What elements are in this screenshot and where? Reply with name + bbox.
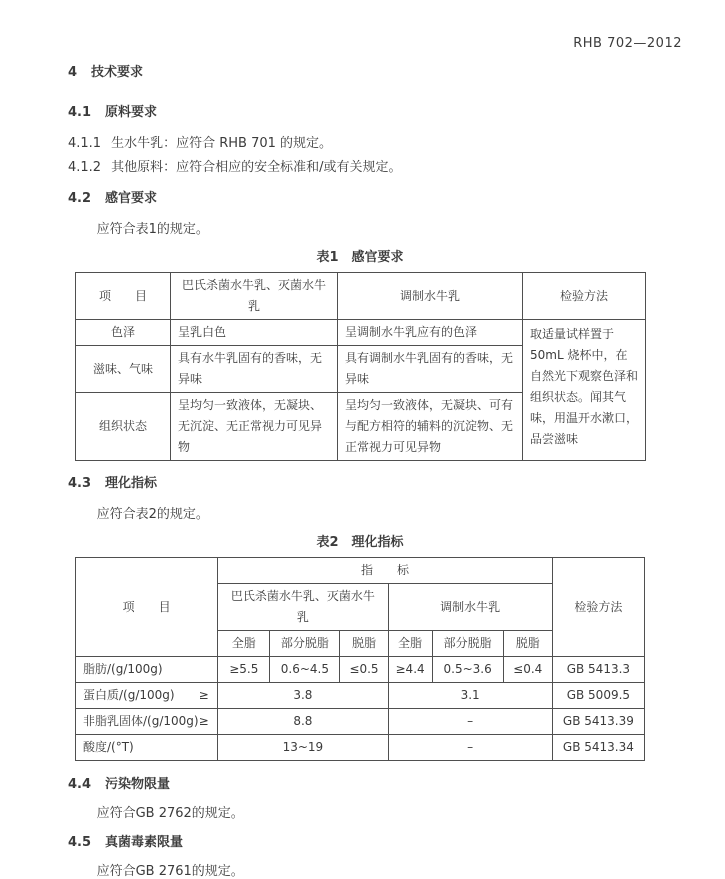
section-4-2-heading xyxy=(68,187,682,206)
section-4-2-title: 感官要求 xyxy=(105,191,158,206)
table-cell-pasteurized: 呈乳白色 xyxy=(171,320,338,346)
table-row xyxy=(76,709,645,735)
table-cell-modulated: 呈均匀一致液体，无凝块、可有与配方相符的辅料的沉淀物、无正常视力可见异物 xyxy=(338,393,523,461)
section-4-2-body: 应符合表1的规定。 xyxy=(96,222,209,237)
table-cell-pasteurized: 具有水牛乳固有的香味，无异味 xyxy=(171,346,338,393)
table-cell-value: 13~19 xyxy=(218,735,388,761)
section-4-title: 技术要求 xyxy=(91,65,144,80)
table-cell-method: 取适量试样置于 50mL 烧杯中，在自然光下观察色泽和组织状态。闻其气味，用温开水漱口，品尝滋味 xyxy=(523,320,646,461)
section-4-5-title: 真菌毒素限量 xyxy=(105,835,184,850)
section-4-3-number: 4.3 xyxy=(68,476,92,491)
table-2-header-indicator: 指 标 xyxy=(218,558,553,584)
table-cell-pasteurized: 呈均匀一致液体，无凝块、无沉淀、无正常视力可见异物 xyxy=(171,393,338,461)
section-4-5-body: 应符合GB 2761的规定。 xyxy=(96,864,244,879)
table-cell-item: 滋味、气味 xyxy=(76,346,171,393)
clause-4-1-2-text: 其他原料：应符合相应的安全标准和/或有关规定。 xyxy=(111,160,402,175)
section-4-4-title: 污染物限量 xyxy=(105,777,171,792)
table-cell-item: 非脂乳固体/(g/100g)≥ xyxy=(76,709,218,735)
table-2-subheader: 脱脂 xyxy=(503,631,552,657)
table-1-header-item: 项 目 xyxy=(76,273,171,320)
table-1-header-row xyxy=(76,273,646,320)
table-2-group-pasteurized: 巴氏杀菌水牛乳、灭菌水牛乳 xyxy=(218,584,388,631)
table-cell-item: 脂肪/(g/100g) xyxy=(76,657,218,683)
table-2-subheader: 全脂 xyxy=(388,631,432,657)
table-cell-value: 3.8 xyxy=(218,683,388,709)
table-2-header-row-1 xyxy=(76,558,645,584)
table-2-group-modulated: 调制水牛乳 xyxy=(388,584,552,631)
section-4-number: 4 xyxy=(68,65,78,80)
clause-4-1-1-text: 生水牛乳：应符合 RHB 701 的规定。 xyxy=(111,136,333,151)
table-cell-modulated: 呈调制水牛乳应有的色泽 xyxy=(338,320,523,346)
table-cell-value: 8.8 xyxy=(218,709,388,735)
table-1-header-modulated: 调制水牛乳 xyxy=(338,273,523,320)
section-4-heading xyxy=(68,61,682,80)
table-row xyxy=(76,320,646,346)
table-cell-value: ≤0.4 xyxy=(503,657,552,683)
clause-4-1-1-number: 4.1.1 xyxy=(68,136,102,151)
table-cell-value: – xyxy=(388,709,552,735)
table-2-caption: 表2 理化指标 xyxy=(316,535,404,550)
section-4-3-title: 理化指标 xyxy=(105,476,158,491)
section-4-4-number: 4.4 xyxy=(68,777,92,792)
table-cell-item: 蛋白质/(g/100g) ≥ xyxy=(76,683,218,709)
table-2-subheader: 脱脂 xyxy=(340,631,388,657)
table-cell-item: 酸度/(°T) xyxy=(76,735,218,761)
section-4-5-heading xyxy=(68,831,682,850)
table-cell-method: GB 5413.34 xyxy=(552,735,644,761)
clause-4-1-2 xyxy=(68,156,682,175)
section-4-2-number: 4.2 xyxy=(68,191,92,206)
clause-4-1-1 xyxy=(68,132,682,151)
table-cell-value: 0.6~4.5 xyxy=(270,657,340,683)
clause-4-1-2-number: 4.1.2 xyxy=(68,160,102,175)
section-4-1-number: 4.1 xyxy=(68,105,92,120)
section-4-5-number: 4.5 xyxy=(68,835,92,850)
table-row xyxy=(76,735,645,761)
table-cell-method: GB 5413.39 xyxy=(552,709,644,735)
table-cell-modulated: 具有调制水牛乳固有的香味，无异味 xyxy=(338,346,523,393)
table-1-caption: 表1 感官要求 xyxy=(316,250,404,265)
table-cell-method: GB 5009.5 xyxy=(552,683,644,709)
table-2-header-item: 项 目 xyxy=(76,558,218,657)
doc-number: RHB 702—2012 xyxy=(573,36,682,51)
table-1-header-method: 检验方法 xyxy=(523,273,646,320)
section-4-3-body: 应符合表2的规定。 xyxy=(96,507,209,522)
table-cell-value: ≥5.5 xyxy=(218,657,270,683)
table-2-subheader: 全脂 xyxy=(218,631,270,657)
table-cell-value: – xyxy=(388,735,552,761)
table-1-sensory xyxy=(75,272,646,461)
section-4-1-title: 原料要求 xyxy=(105,105,158,120)
table-row xyxy=(76,683,645,709)
table-row xyxy=(76,657,645,683)
table-cell-item: 色泽 xyxy=(76,320,171,346)
section-4-4-body: 应符合GB 2762的规定。 xyxy=(96,806,244,821)
table-cell-value: ≤0.5 xyxy=(340,657,388,683)
table-2-header-method: 检验方法 xyxy=(552,558,644,657)
table-2-physicochemical xyxy=(75,557,645,761)
section-4-3-heading xyxy=(68,472,682,491)
table-2-subheader: 部分脱脂 xyxy=(432,631,503,657)
table-cell-value: ≥4.4 xyxy=(388,657,432,683)
table-1-header-pasteurized: 巴氏杀菌水牛乳、灭菌水牛乳 xyxy=(171,273,338,320)
section-4-4-heading xyxy=(68,773,682,792)
table-2-subheader: 部分脱脂 xyxy=(270,631,340,657)
table-cell-value: 0.5~3.6 xyxy=(432,657,503,683)
table-cell-method: GB 5413.3 xyxy=(552,657,644,683)
table-cell-value: 3.1 xyxy=(388,683,552,709)
section-4-1-heading xyxy=(68,101,682,120)
table-cell-item: 组织状态 xyxy=(76,393,171,461)
